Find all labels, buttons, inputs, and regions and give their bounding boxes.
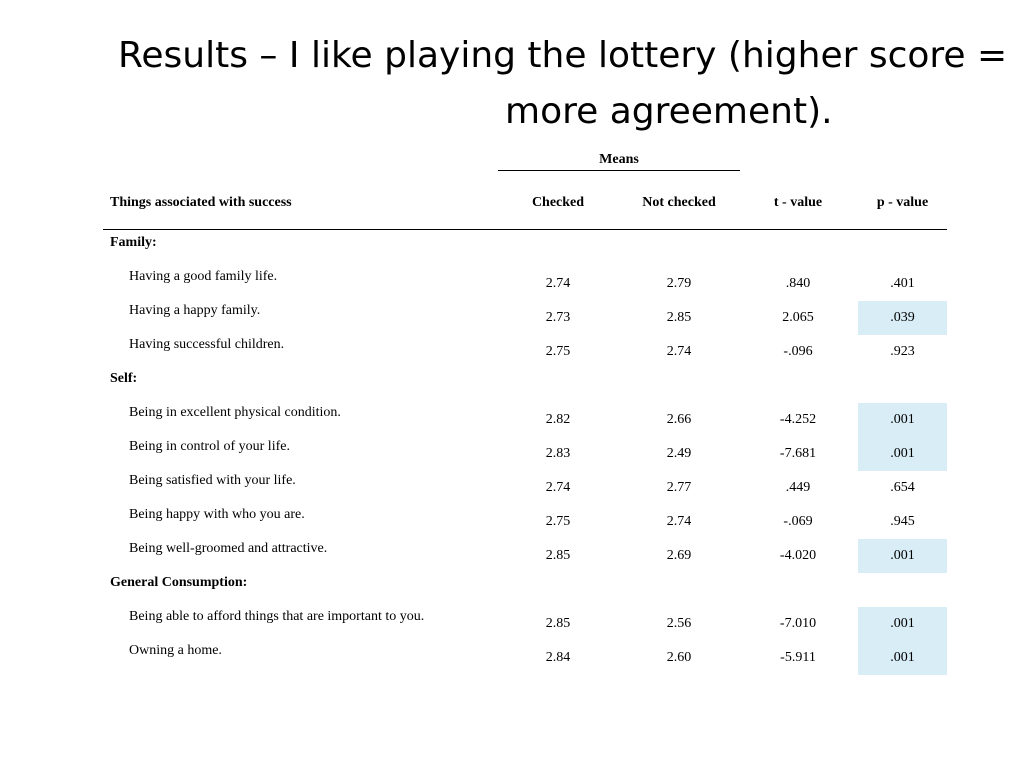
item-label: Being happy with who you are. (129, 507, 305, 522)
checked-mean: 2.75 (545, 514, 571, 529)
column-header-p-value: p - value (876, 195, 929, 210)
p-value: .001 (890, 650, 915, 665)
t-value: -7.010 (779, 616, 817, 631)
column-header-items: Things associated with success (110, 195, 292, 210)
not-checked-mean: 2.49 (666, 446, 692, 461)
not-checked-mean: 2.60 (666, 650, 692, 665)
checked-mean: 2.75 (545, 344, 571, 359)
t-value: -.069 (783, 514, 813, 529)
item-label: Being satisfied with your life. (129, 473, 296, 488)
not-checked-mean: 2.66 (666, 412, 692, 427)
not-checked-mean: 2.77 (666, 480, 692, 495)
item-label: Being in control of your life. (129, 439, 290, 454)
not-checked-mean: 2.79 (666, 276, 692, 291)
t-value: .449 (785, 480, 811, 495)
section-heading: Self: (110, 371, 138, 386)
not-checked-mean: 2.69 (666, 548, 692, 563)
checked-mean: 2.73 (545, 310, 571, 325)
means-underline (498, 170, 740, 171)
results-table (103, 148, 947, 708)
header-rule (103, 229, 947, 230)
slide-title-line-1: Results – I like playing the lottery (higher score = (118, 35, 1008, 76)
section-heading: General Consumption: (110, 575, 248, 590)
item-label: Having a happy family. (129, 303, 261, 318)
t-value: -.096 (783, 344, 813, 359)
not-checked-mean: 2.74 (666, 514, 692, 529)
checked-mean: 2.74 (545, 480, 571, 495)
p-value: .001 (890, 412, 915, 427)
checked-mean: 2.84 (545, 650, 571, 665)
t-value: -4.020 (779, 548, 817, 563)
p-value: .945 (890, 514, 915, 529)
column-header-checked: Checked (531, 195, 585, 210)
item-label: Having successful children. (129, 337, 285, 352)
column-header-not-checked: Not checked (642, 195, 716, 210)
item-label: Having a good family life. (129, 269, 278, 284)
p-value: .001 (890, 548, 915, 563)
p-value: .923 (890, 344, 915, 359)
slide-title-line-2: more agreement). (505, 91, 833, 132)
section-heading: Family: (110, 235, 157, 250)
p-value: .001 (890, 446, 915, 461)
item-label: Being able to afford things that are important to you. (129, 609, 425, 624)
t-value: -4.252 (779, 412, 817, 427)
t-value: -5.911 (780, 650, 816, 665)
checked-mean: 2.83 (545, 446, 571, 461)
checked-mean: 2.74 (545, 276, 571, 291)
not-checked-mean: 2.74 (666, 344, 692, 359)
not-checked-mean: 2.85 (666, 310, 692, 325)
t-value: .840 (785, 276, 811, 291)
means-group-header: Means (599, 152, 639, 167)
checked-mean: 2.85 (545, 548, 571, 563)
p-value: .654 (890, 480, 915, 495)
item-label: Being well-groomed and attractive. (129, 541, 328, 556)
p-value: .001 (890, 616, 915, 631)
not-checked-mean: 2.56 (666, 616, 692, 631)
column-header-t-value: t - value (773, 195, 823, 210)
t-value: -7.681 (779, 446, 817, 461)
checked-mean: 2.85 (545, 616, 571, 631)
checked-mean: 2.82 (545, 412, 571, 427)
t-value: 2.065 (782, 310, 814, 325)
item-label: Owning a home. (129, 643, 222, 658)
p-value: .401 (890, 276, 915, 291)
item-label: Being in excellent physical condition. (129, 405, 341, 420)
p-value: .039 (890, 310, 915, 325)
